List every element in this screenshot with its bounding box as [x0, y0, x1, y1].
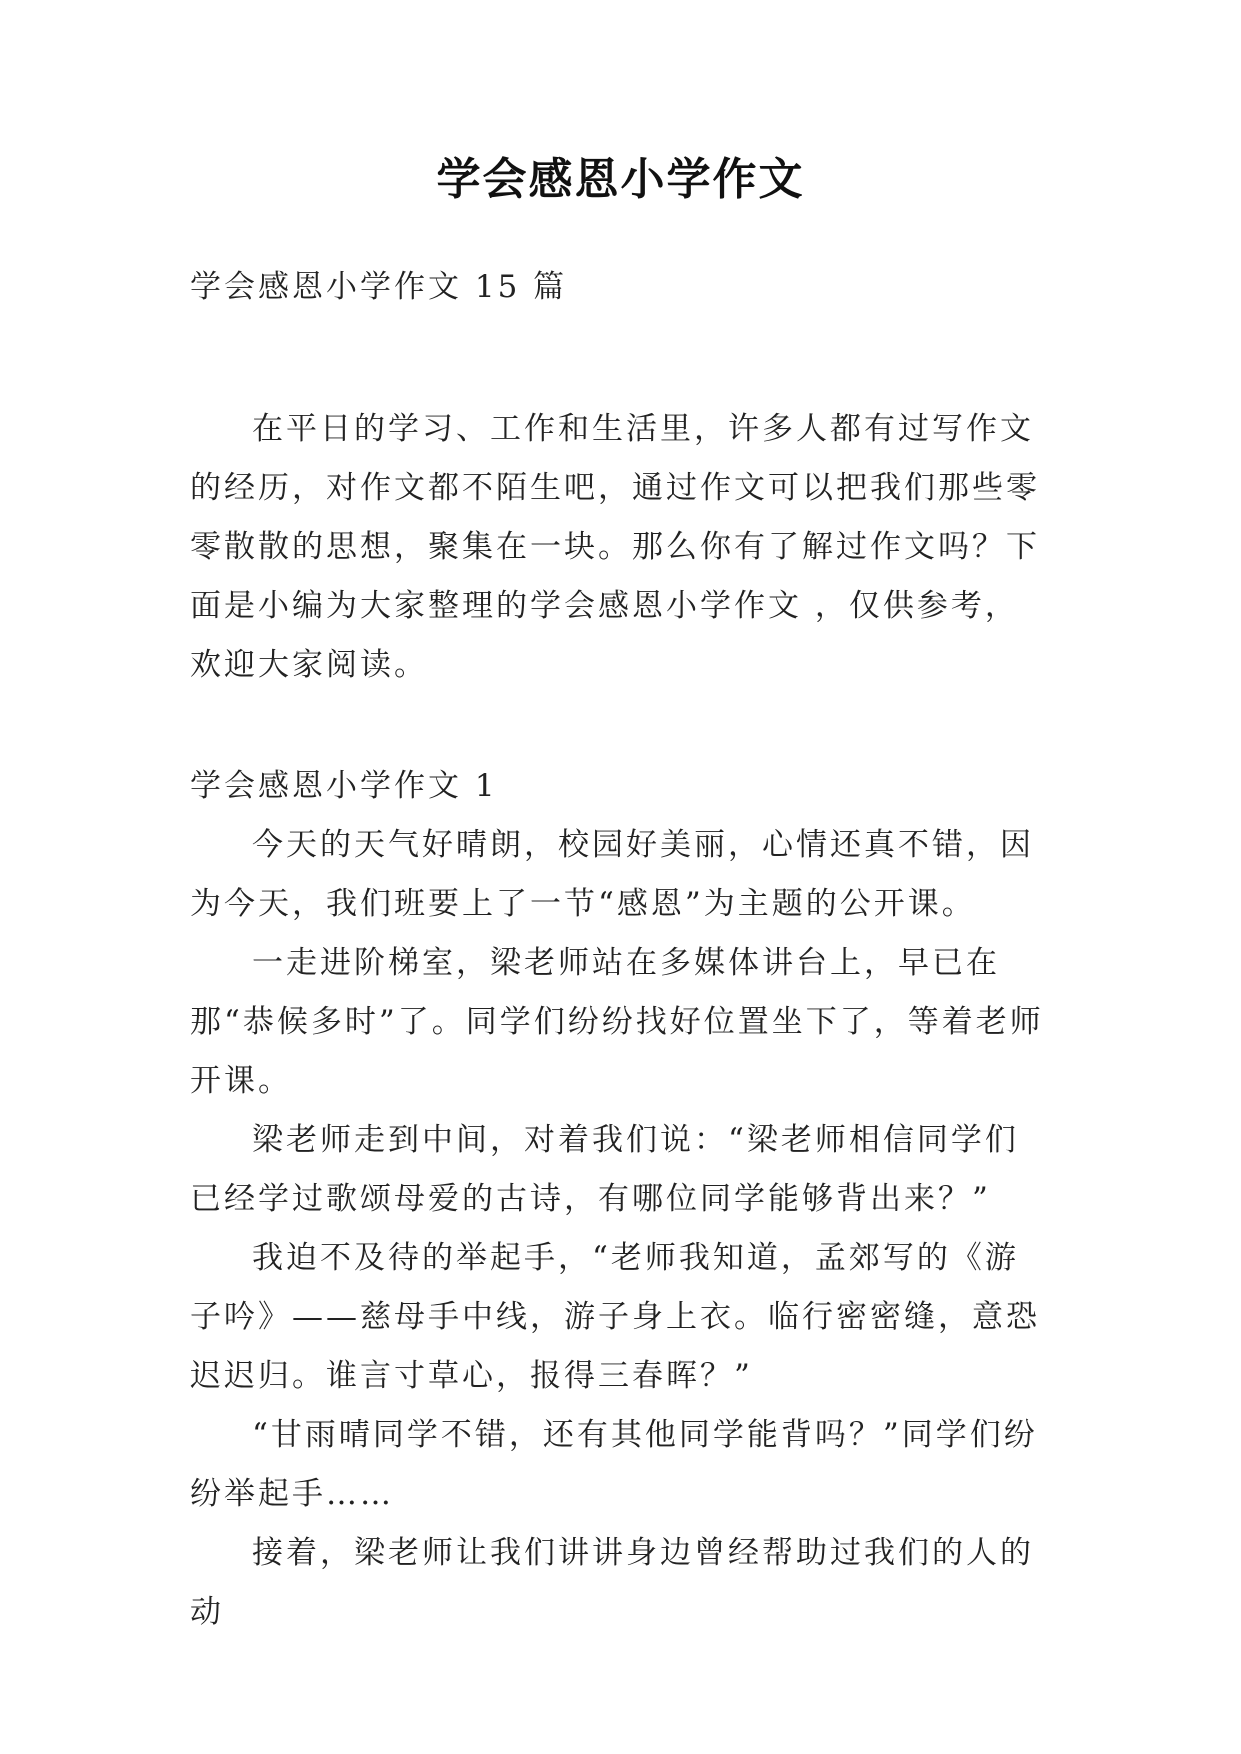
section-heading: 学会感恩小学作文 1 — [190, 768, 498, 804]
essay-paragraph: 今天的天气好晴朗，校园好美丽，心情还真不错，因为今天，我们班要上了一节“感恩”为主题的公开课。 — [190, 827, 1034, 922]
intro-paragraph — [190, 400, 1050, 695]
intro-text: 在平日的学习、工作和生活里，许多人都有过写作文的经历，对作文都不陌生吧，通过作文可以把我们那些零零散散的思想，聚集在一块。那么你有了解过作文吗？下面是小编为大家整理的学会感恩小学作文 ，仅供参考，欢迎大家阅读。 — [190, 411, 1040, 683]
document-subtitle — [190, 258, 1050, 317]
essay-paragraph: “甘雨晴同学不错，还有其他同学能背吗？”同学们纷纷举起手…… — [190, 1417, 1038, 1512]
essay-paragraph: 一走进阶梯室，梁老师站在多媒体讲台上，早已在那“恭候多时”了。同学们纷纷找好位置坐下了，等着老师开课。 — [190, 945, 1044, 1099]
essay-paragraph: 梁老师走到中间，对着我们说：“梁老师相信同学们已经学过歌颂母爱的古诗，有哪位同学能够背出来？” — [190, 1122, 1019, 1217]
essay-paragraph: 接着，梁老师让我们讲讲身边曾经帮助过我们的人的动 — [190, 1535, 1034, 1630]
essay-paragraph: 我迫不及待的举起手，“老师我知道，孟郊写的《游子吟》——慈母手中线，游子身上衣。临行密密缝，意恐迟迟归。谁言寸草心，报得三春晖？” — [190, 1240, 1040, 1394]
document-title: 学会感恩小学作文 — [436, 154, 805, 205]
essay-section — [190, 757, 1050, 1642]
subtitle-text: 学会感恩小学作文 15 篇 — [190, 269, 568, 305]
